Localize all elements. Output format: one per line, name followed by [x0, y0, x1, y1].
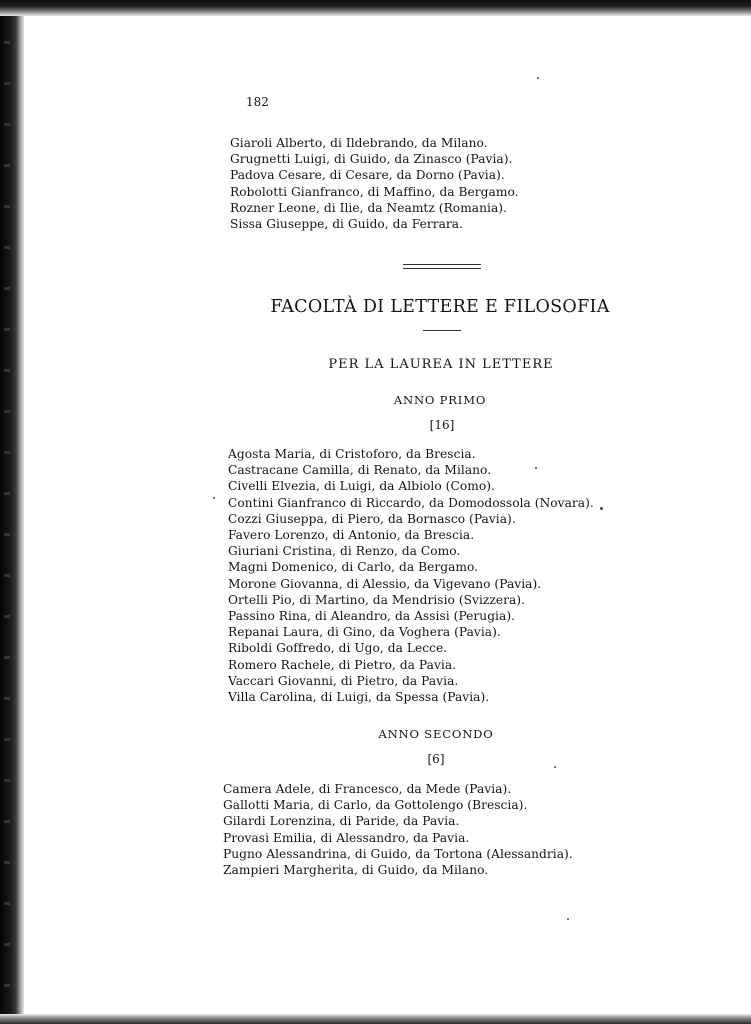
scan-speck: [213, 497, 215, 499]
list-item: Zampieri Margherita, di Guido, da Milano.: [223, 863, 489, 878]
student-count-secondo: [6]: [427, 752, 445, 766]
anno-secondo-list: [223, 781, 573, 878]
list-item: Camera Adele, di Francesco, da Mede (Pavia).: [223, 782, 512, 796]
list-item: Giaroli Alberto, di Ildebrando, da Milano.: [230, 136, 488, 150]
list-item: Giuriani Cristina, di Renzo, da Como.: [228, 544, 461, 559]
list-item: Gilardi Lorenzina, di Paride, da Pavia.: [223, 814, 460, 829]
scan-speck: [535, 467, 537, 469]
section-divider: [403, 264, 481, 269]
previous-entries-list: [230, 135, 519, 232]
list-item: Morone Giovanna, di Alessio, da Vigevano (Pavia).: [228, 576, 542, 591]
list-item: Villa Carolina, di Luigi, da Spessa (Pavia).: [228, 690, 490, 705]
list-item: Repanai Laura, di Gino, da Voghera (Pavia).: [228, 625, 501, 640]
list-item: Riboldi Goffredo, di Ugo, da Lecce.: [228, 641, 448, 656]
list-item: Padova Cesare, di Cesare, da Dorno (Pavia).: [230, 168, 505, 183]
year-heading-secondo: ANNO SECONDO: [378, 727, 494, 741]
list-item: Castracane Camilla, di Renato, da Milano.: [228, 463, 492, 478]
list-item: Cozzi Giuseppa, di Piero, da Bornasco (Pavia).: [228, 511, 516, 526]
student-count-primo: [16]: [429, 418, 455, 432]
list-item: Favero Lorenzo, di Antonio, da Brescia.: [228, 528, 475, 543]
list-item: Agosta Maria, di Cristoforo, da Brescia.: [228, 447, 476, 461]
scan-speck: [600, 507, 603, 510]
list-item: Sissa Giuseppe, di Guido, da Ferrara.: [230, 217, 464, 232]
anno-primo-list: [228, 446, 594, 705]
section-title: PER LA LAUREA IN LETTERE: [328, 357, 554, 372]
list-item: Grugnetti Luigi, di Guido, da Zinasco (Pavia).: [230, 152, 513, 167]
page-number: 182: [246, 95, 269, 109]
list-item: Civelli Elvezia, di Luigi, da Albiolo (Como).: [228, 479, 495, 494]
list-item: Provasi Emilia, di Alessandro, da Pavia.: [223, 830, 470, 845]
list-item: Vaccari Giovanni, di Pietro, da Pavia.: [228, 673, 459, 688]
list-item: Passino Rina, di Aleandro, da Assisi (Perugia).: [228, 609, 516, 624]
list-item: Rozner Leone, di Ilie, da Neamtz (Romania).: [230, 200, 508, 215]
title-rule: [423, 330, 461, 331]
scan-speck: [537, 77, 539, 79]
list-item: Magni Domenico, di Carlo, da Bergamo.: [228, 560, 479, 575]
faculty-title: FACOLTÀ DI LETTERE E FILOSOFIA: [270, 297, 610, 317]
list-item: Ortelli Pio, di Martino, da Mendrisio (Svizzera).: [228, 592, 526, 607]
list-item: Romero Rachele, di Pietro, da Pavia.: [228, 657, 457, 672]
scan-speck: [567, 918, 569, 920]
list-item: Contini Gianfranco di Riccardo, da Domodossola (Novara).: [228, 495, 594, 510]
list-item: Robolotti Gianfranco, di Maffino, da Bergamo.: [230, 184, 519, 199]
list-item: Gallotti Maria, di Carlo, da Gottolengo (Brescia).: [223, 798, 528, 813]
list-item: Pugno Alessandrina, di Guido, da Tortona (Alessandria).: [223, 846, 573, 861]
scan-speck: [554, 766, 556, 768]
year-heading-primo: ANNO PRIMO: [393, 393, 487, 407]
